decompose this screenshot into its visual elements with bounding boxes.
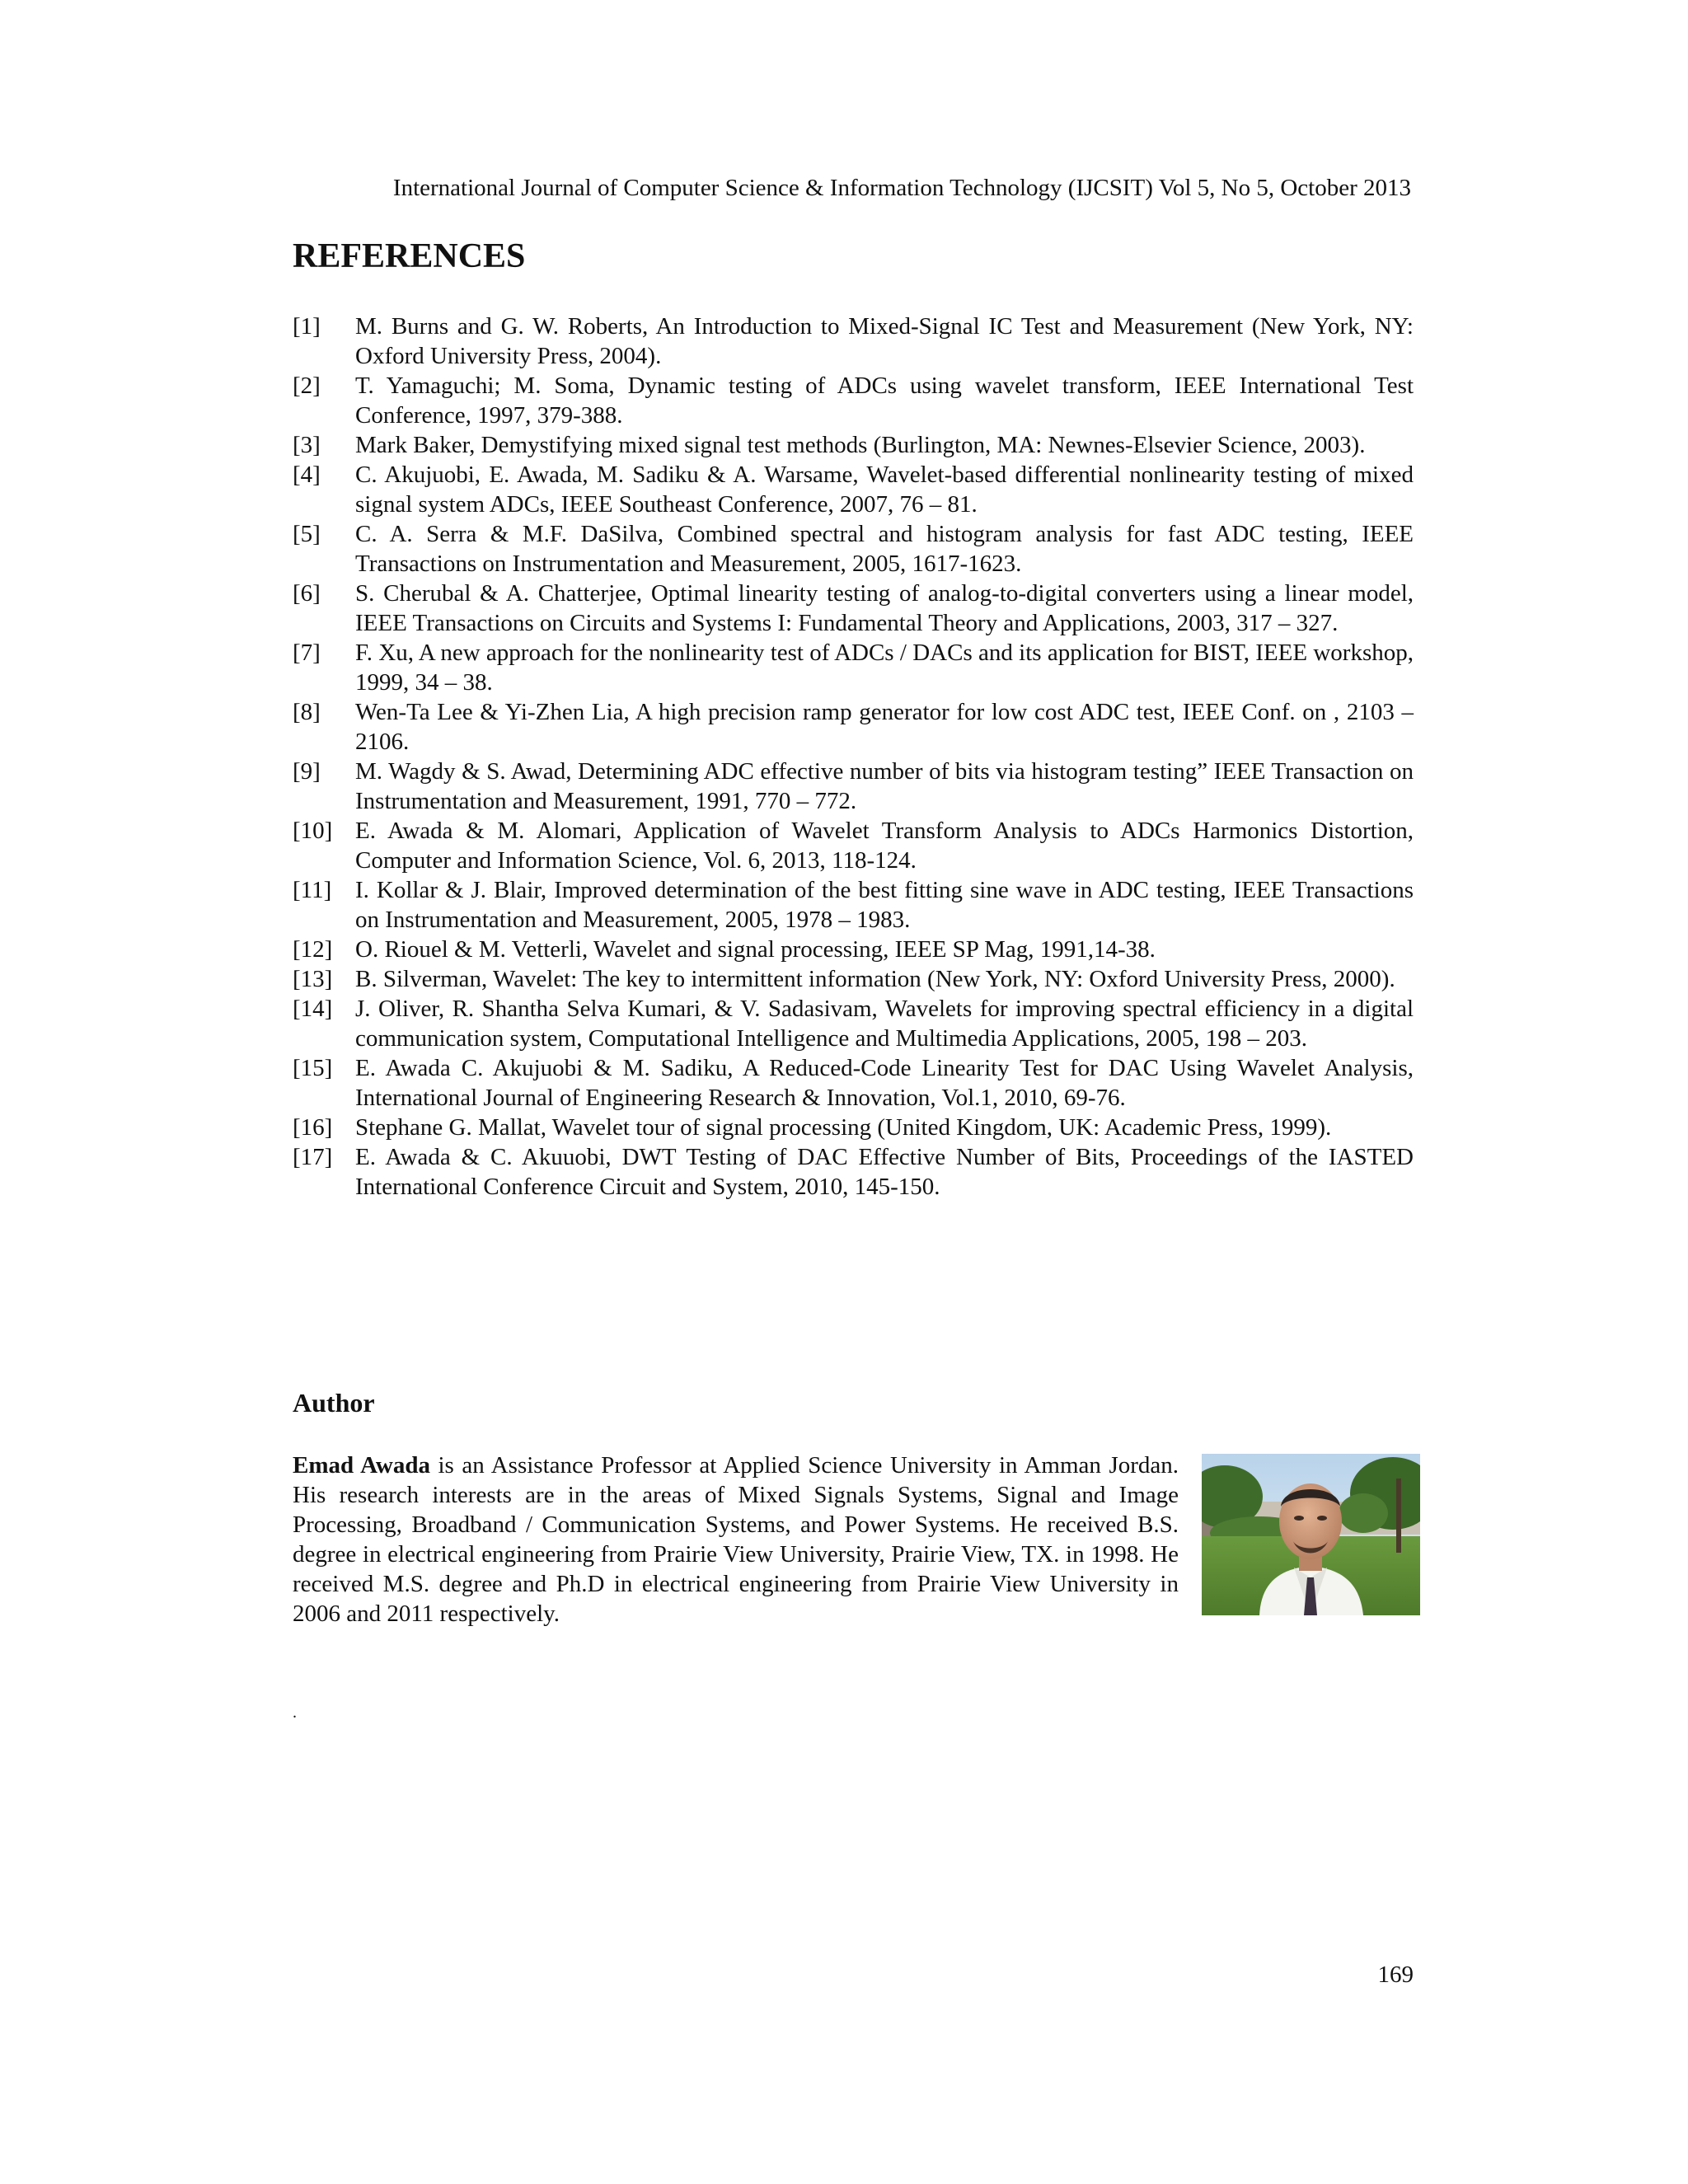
author-portrait-image xyxy=(1202,1454,1420,1615)
reference-number: [5] xyxy=(293,521,321,547)
reference-number: [13] xyxy=(293,966,333,992)
reference-item xyxy=(293,875,1414,935)
reference-number: [1] xyxy=(293,313,321,340)
reference-number: [16] xyxy=(293,1114,333,1141)
reference-text: M. Wagdy & S. Awad, Determining ADC effective number of bits via histogram testing” IEEE Transaction on Instrumentation and Measurement, 1991, 770 – 772. xyxy=(355,758,1414,814)
reference-text: Mark Baker, Demystifying mixed signal test methods (Burlington, MA: Newnes-Elsevier Science, 2003). xyxy=(355,432,1366,458)
author-bio-text: is an Assistance Professor at Applied Science University in Amman Jordan. His research interests are in the areas of Mixed Signals Systems, Signal and Image Processing, Broadband / Communication Systems, and Power Systems. He received B.S. degree in electrical engineering from Prairie View University, Prairie View, TX. in 1998. He received M.S. degree and Ph.D in electrical engineering from Prairie View University in 2006 and 2011 respectively. xyxy=(293,1452,1179,1627)
reference-text: Stephane G. Mallat, Wavelet tour of signal processing (United Kingdom, UK: Academic Press, 1999). xyxy=(355,1114,1332,1141)
reference-item xyxy=(293,1142,1414,1202)
stray-mark: . xyxy=(293,1704,297,1722)
reference-text: Wen-Ta Lee & Yi-Zhen Lia, A high precision ramp generator for low cost ADC test, IEEE Conf. on , 2103 – 2106. xyxy=(355,699,1414,755)
reference-item xyxy=(293,312,1414,371)
reference-text: T. Yamaguchi; M. Soma, Dynamic testing of ADCs using wavelet transform, IEEE International Test Conference, 1997, 379-388. xyxy=(355,373,1414,429)
reference-number: [10] xyxy=(293,818,333,844)
reference-text: M. Burns and G. W. Roberts, An Introduction to Mixed-Signal IC Test and Measurement (New York, NY: Oxford University Press, 2004). xyxy=(355,313,1414,369)
reference-text: B. Silverman, Wavelet: The key to intermittent information (New York, NY: Oxford University Press, 2000). xyxy=(355,966,1395,992)
reference-number: [7] xyxy=(293,640,321,666)
reference-number: [2] xyxy=(293,373,321,399)
reference-item xyxy=(293,994,1414,1053)
reference-item xyxy=(293,638,1414,697)
reference-number: [11] xyxy=(293,877,332,903)
reference-item xyxy=(293,816,1414,875)
reference-text: O. Riouel & M. Vetterli, Wavelet and signal processing, IEEE SP Mag, 1991,14-38. xyxy=(355,936,1156,963)
running-header: International Journal of Computer Science & Information Technology (IJCSIT) Vol 5, No 5, October 2013 xyxy=(392,175,1411,201)
reference-number: [6] xyxy=(293,580,321,607)
reference-item xyxy=(293,579,1414,638)
reference-item xyxy=(293,1113,1414,1142)
reference-number: [3] xyxy=(293,432,321,458)
reference-text: F. Xu, A new approach for the nonlinearity test of ADCs / DACs and its application for BIST, IEEE workshop, 1999, 34 – 38. xyxy=(355,640,1414,696)
author-heading: Author xyxy=(293,1388,375,1418)
reference-number: [9] xyxy=(293,758,321,785)
reference-text: C. Akujuobi, E. Awada, M. Sadiku & A. Warsame, Wavelet-based differential nonlinearity testing of mixed signal system ADCs, IEEE Southeast Conference, 2007, 76 – 81. xyxy=(355,462,1414,518)
reference-list xyxy=(293,312,1414,1202)
reference-text: E. Awada C. Akujuobi & M. Sadiku, A Reduced-Code Linearity Test for DAC Using Wavelet Analysis, International Journal of Engineering Research & Innovation, Vol.1, 2010, 69-76. xyxy=(355,1055,1414,1111)
author-photo xyxy=(1202,1454,1420,1615)
reference-number: [15] xyxy=(293,1055,333,1081)
author-name: Emad Awada xyxy=(293,1452,430,1479)
reference-item xyxy=(293,519,1414,579)
reference-number: [17] xyxy=(293,1144,333,1170)
reference-item xyxy=(293,430,1414,460)
references-heading: REFERENCES xyxy=(293,237,526,275)
reference-text: I. Kollar & J. Blair, Improved determination of the best fitting sine wave in ADC testing, IEEE Transactions on Instrumentation and Measurement, 2005, 1978 – 1983. xyxy=(355,877,1414,933)
reference-text: E. Awada & M. Alomari, Application of Wavelet Transform Analysis to ADCs Harmonics Distortion, Computer and Information Science, Vol. 6, 2013, 118-124. xyxy=(355,818,1414,874)
reference-item xyxy=(293,460,1414,519)
reference-item xyxy=(293,757,1414,816)
reference-text: C. A. Serra & M.F. DaSilva, Combined spectral and histogram analysis for fast ADC testing, IEEE Transactions on Instrumentation and Measurement, 2005, 1617-1623. xyxy=(355,521,1414,577)
reference-item xyxy=(293,371,1414,430)
reference-number: [8] xyxy=(293,699,321,725)
reference-number: [12] xyxy=(293,936,333,963)
reference-text: J. Oliver, R. Shantha Selva Kumari, & V. Sadasivam, Wavelets for improving spectral efficiency in a digital communication system, Computational Intelligence and Multimedia Applications, 2005, 198 – 203. xyxy=(355,996,1414,1052)
page-number: 169 xyxy=(1377,1961,1414,1988)
reference-text: E. Awada & C. Akuuobi, DWT Testing of DAC Effective Number of Bits, Proceedings of the IASTED International Conference Circuit and System, 2010, 145-150. xyxy=(355,1144,1414,1200)
reference-number: [14] xyxy=(293,996,333,1022)
reference-item xyxy=(293,964,1414,994)
author-bio xyxy=(293,1451,1179,1629)
reference-number: [4] xyxy=(293,462,321,488)
reference-item xyxy=(293,935,1414,964)
reference-item xyxy=(293,1053,1414,1113)
reference-item xyxy=(293,697,1414,757)
reference-text: S. Cherubal & A. Chatterjee, Optimal linearity testing of analog-to-digital converters using a linear model, IEEE Transactions on Circuits and Systems I: Fundamental Theory and Applications, 2003, 317 – 327. xyxy=(355,580,1414,636)
